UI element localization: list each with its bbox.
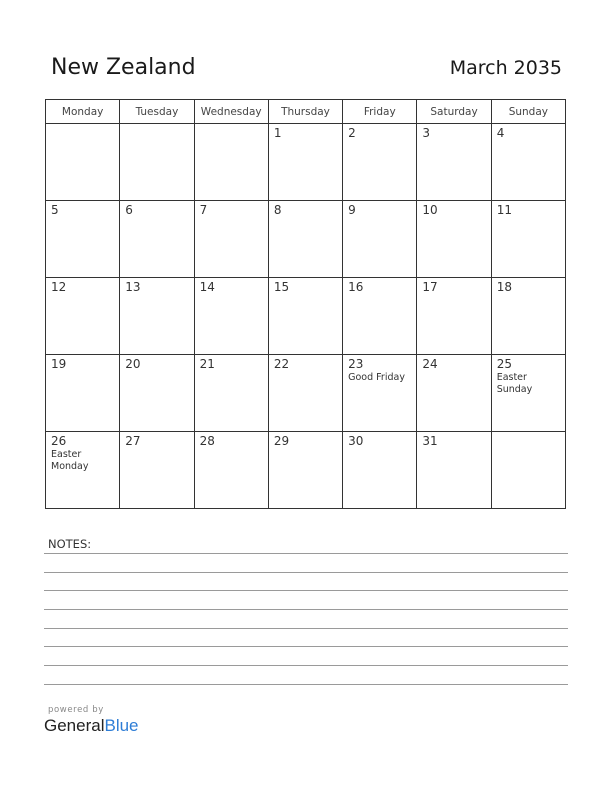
day-cell	[417, 355, 491, 432]
calendar-grid	[45, 99, 566, 509]
day-number: 6	[125, 203, 133, 217]
note-line	[44, 628, 568, 629]
day-cell	[343, 355, 417, 432]
note-line	[44, 684, 568, 685]
powered-by-text: powered by	[48, 705, 104, 715]
day-cell	[417, 278, 491, 355]
note-line	[44, 665, 568, 666]
day-cell	[194, 355, 268, 432]
day-cell	[417, 124, 491, 201]
day-number: 13	[125, 280, 141, 294]
day-cell	[343, 201, 417, 278]
weekday-sunday: Sunday	[491, 100, 565, 124]
weekday-tuesday: Tuesday	[120, 100, 194, 124]
day-number: 30	[348, 434, 364, 448]
day-cell	[120, 201, 194, 278]
week-row	[46, 432, 566, 509]
note-line	[44, 609, 568, 610]
day-number: 23	[348, 357, 364, 371]
day-number: 12	[51, 280, 67, 294]
note-line	[44, 590, 568, 591]
week-row	[46, 201, 566, 278]
day-number: 7	[199, 203, 208, 217]
day-cell	[417, 201, 491, 278]
day-cell	[194, 278, 268, 355]
day-number: 8	[273, 203, 282, 217]
day-cell	[268, 432, 342, 509]
day-cell	[120, 355, 194, 432]
day-cell	[491, 201, 565, 278]
day-cell	[268, 201, 342, 278]
day-cell	[491, 124, 565, 201]
day-number: 4	[496, 126, 505, 140]
country-title: New Zealand	[51, 55, 196, 80]
day-cell	[120, 124, 194, 201]
weekday-friday: Friday	[343, 100, 417, 124]
week-row	[46, 278, 566, 355]
month-title: March 2035	[449, 57, 562, 79]
weekday-header-row	[46, 100, 566, 124]
note-line	[44, 646, 568, 647]
day-number: 24	[422, 357, 438, 371]
weekday-monday: Monday	[46, 100, 120, 124]
day-number: 21	[199, 357, 215, 371]
day-cell	[491, 432, 565, 509]
brand-name-blue: Blue	[104, 716, 139, 735]
day-number: 17	[422, 280, 438, 294]
note-line	[44, 572, 568, 573]
day-cell	[491, 355, 565, 432]
day-number: 22	[273, 357, 290, 371]
day-cell	[46, 278, 120, 355]
day-cell	[417, 432, 491, 509]
day-number: 19	[51, 357, 67, 371]
day-cell	[120, 278, 194, 355]
day-cell	[46, 201, 120, 278]
day-number: 16	[348, 280, 364, 294]
day-number: 11	[496, 203, 512, 217]
note-line	[44, 553, 568, 554]
day-cell	[491, 278, 565, 355]
day-number: 5	[51, 203, 59, 217]
day-cell	[46, 432, 120, 509]
brand-name-general: General	[44, 716, 105, 735]
weekday-thursday: Thursday	[268, 100, 342, 124]
day-number: 9	[348, 203, 356, 217]
day-cell	[120, 432, 194, 509]
holiday-label: Easter Sunday	[496, 372, 533, 395]
notes-label: NOTES:	[48, 537, 92, 551]
day-number: 3	[422, 126, 431, 140]
day-number: 27	[125, 434, 141, 448]
day-cell	[343, 432, 417, 509]
day-cell	[194, 432, 268, 509]
week-row	[46, 355, 566, 432]
day-cell	[46, 124, 120, 201]
day-cell	[268, 355, 342, 432]
holiday-label: Easter Monday	[51, 449, 89, 472]
day-number: 29	[273, 434, 290, 448]
day-cell	[268, 278, 342, 355]
weekday-wednesday: Wednesday	[194, 100, 268, 124]
day-number: 14	[199, 280, 215, 294]
day-cell	[343, 124, 417, 201]
day-number: 31	[422, 434, 438, 448]
day-number: 28	[199, 434, 215, 448]
day-cell	[194, 124, 268, 201]
weekday-saturday: Saturday	[417, 100, 491, 124]
day-cell	[46, 355, 120, 432]
day-number: 10	[422, 203, 438, 217]
day-number: 18	[496, 280, 512, 294]
day-number: 1	[273, 126, 282, 140]
brand-logo	[44, 716, 139, 736]
day-number: 15	[273, 280, 290, 294]
day-number: 20	[125, 357, 141, 371]
week-row	[46, 124, 566, 201]
day-cell	[343, 278, 417, 355]
day-cell	[268, 124, 342, 201]
day-number: 26	[51, 434, 67, 448]
day-number: 25	[496, 357, 512, 371]
day-cell	[194, 201, 268, 278]
holiday-label: Good Friday	[348, 372, 405, 383]
day-number: 2	[348, 126, 356, 140]
